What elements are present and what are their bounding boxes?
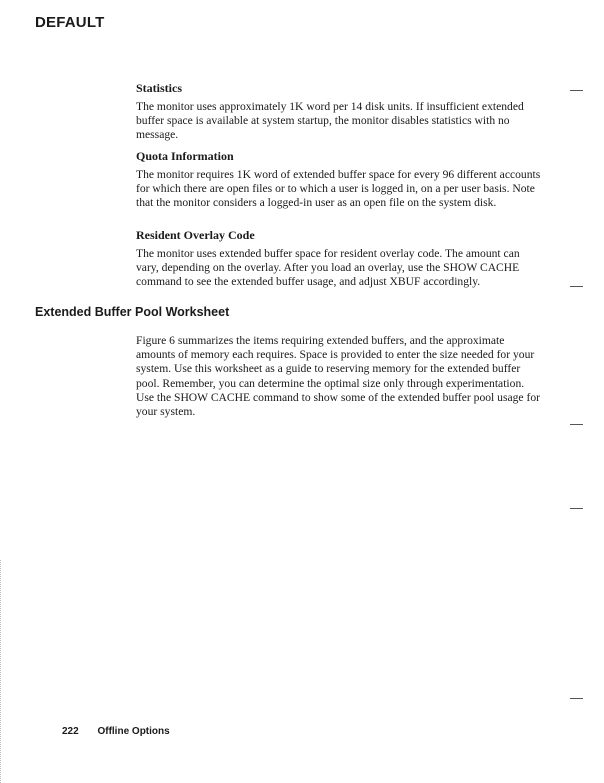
quota-information-heading: Quota Information [136, 149, 234, 163]
running-head: DEFAULT [35, 14, 105, 31]
page-footer [62, 726, 170, 737]
section-heading: Extended Buffer Pool Worksheet [35, 305, 230, 319]
quota-information-paragraph: The monitor requires 1K word of extended buffer space for every 96 different accounts for which there are open files or to which a user is logged in, on a per user basis. Note that the monitor considers a logged-in user as an open file on the system disk. [136, 168, 541, 210]
section-paragraph: Figure 6 summarizes the items requiring extended buffers, and the approximate amounts of memory each requires. Space is provided to enter the size needed for your system. Use this worksheet as a guide to reserving memory for the extended buffer pool. Remember, you can determine the optimal size only through experimentation. Use the SHOW CACHE command to show some of the extended buffer pool usage for your system. [136, 334, 540, 419]
margin-mark [570, 90, 583, 91]
binding-edge [0, 560, 2, 783]
page-number: 222 [62, 726, 79, 737]
statistics-heading: Statistics [136, 81, 182, 95]
margin-mark [570, 698, 583, 699]
margin-mark [570, 424, 583, 425]
resident-overlay-code-heading: Resident Overlay Code [136, 228, 255, 242]
margin-mark [570, 508, 583, 509]
footer-section-title: Offline Options [97, 726, 170, 737]
resident-overlay-code-paragraph: The monitor uses extended buffer space for resident overlay code. The amount can vary, depending on the overlay. After you load an overlay, use the SHOW CACHE command to see the extended buffer usage, and adjust XBUF accordingly. [136, 247, 520, 289]
margin-mark [570, 286, 583, 287]
statistics-paragraph: The monitor uses approximately 1K word per 14 disk units. If insufficient extended buffer space is available at system startup, the monitor disables statistics with no message. [136, 100, 524, 142]
